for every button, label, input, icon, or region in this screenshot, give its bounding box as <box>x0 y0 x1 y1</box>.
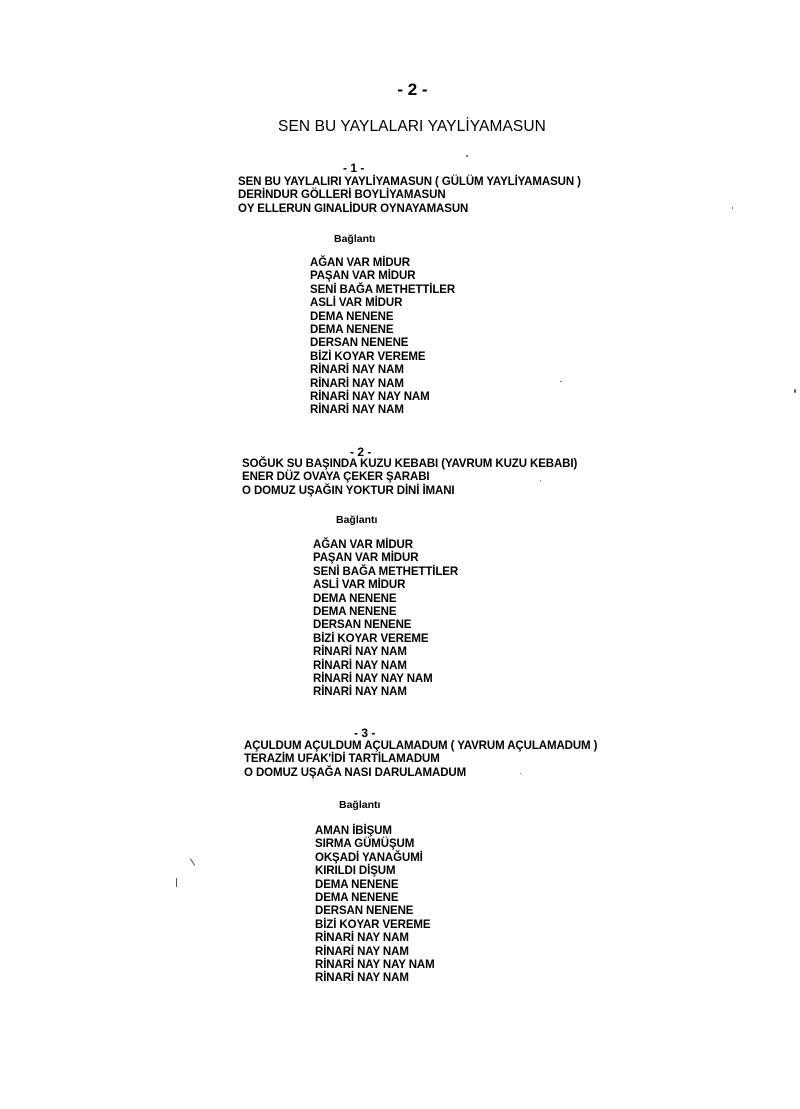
scan-speck <box>794 389 796 393</box>
chorus-line: RİNARİ NAY NAM <box>310 377 404 390</box>
chorus-line: BİZİ KOYAR VEREME <box>315 918 431 931</box>
scan-speck <box>520 773 521 774</box>
chorus-line: RİNARİ NAY NAY NAM <box>315 959 435 972</box>
chorus-line: AĞAN VAR MİDUR <box>310 257 410 269</box>
stanza-line: AÇULDUM AÇULDUM AÇULAMADUM ( YAVRUM AÇULAMADUM ) <box>244 740 598 752</box>
stanza-line: O DOMUZ UŞAĞA NASI DARULAMADUM <box>244 766 467 779</box>
chorus-line: PAŞAN VAR MİDUR <box>310 270 416 283</box>
chorus-line: KIRILDI DİŞUM <box>315 865 396 878</box>
chorus-line: RİNARİ NAY NAM <box>315 972 409 985</box>
chorus-line: DEMA NENENE <box>310 310 394 323</box>
chorus-line: PAŞAN VAR MİDUR <box>313 552 419 565</box>
stanza-line: ENER DÜZ OVAYA ÇEKER ŞARABI <box>242 471 430 484</box>
scan-speck <box>190 858 195 865</box>
stanza-number-3: - 3 - <box>354 726 376 740</box>
stanza-number-1: - 1 - <box>343 161 365 175</box>
stanza-number-2: - 2 - <box>350 445 372 459</box>
scan-speck <box>560 381 562 382</box>
stanza-line: TERAZİM UFAK'İDİ TARTİLAMADUM <box>244 753 440 766</box>
chorus-3 <box>315 825 435 986</box>
chorus-line: SENİ BAĞA METHETTİLER <box>310 283 456 296</box>
chorus-line: DERSAN NENENE <box>313 619 412 632</box>
stanza-line: SOĞUK SU BAŞINDA KUZU KEBABI (YAVRUM KUZU KEBABI) <box>242 458 578 470</box>
chorus-line: ASLİ VAR MİDUR <box>310 297 403 310</box>
chorus-line: DERSAN NENENE <box>315 905 414 918</box>
chorus-label-3: Bağlantı <box>339 799 381 811</box>
chorus-1 <box>310 257 455 418</box>
chorus-line: DEMA NENENE <box>315 878 399 891</box>
stanza-line: SEN BU YAYLALIRI YAYLİYAMASUN ( GÜLÜM YAYLİYAMASUN ) <box>238 176 581 188</box>
chorus-line: RİNARİ NAY NAM <box>310 404 404 417</box>
scan-speck <box>466 155 468 157</box>
chorus-line: DEMA NENENE <box>313 606 397 619</box>
chorus-line: RİNARİ NAY NAM <box>313 646 407 659</box>
chorus-2 <box>313 539 458 700</box>
chorus-line: RİNARİ NAY NAM <box>315 945 409 958</box>
scan-speck <box>732 207 733 209</box>
page-number: - 2 - <box>397 80 428 99</box>
chorus-line: BİZİ KOYAR VEREME <box>313 632 429 645</box>
chorus-line: AĞAN VAR MİDUR <box>313 539 413 551</box>
scan-speck <box>540 480 541 481</box>
chorus-label-2: Bağlantı <box>336 514 378 526</box>
chorus-line: AMAN İBİŞUM <box>315 825 392 837</box>
stanza-line: DERİNDUR GÖLLERİ BOYLİYAMASUN <box>238 189 446 202</box>
chorus-line: DEMA NENENE <box>313 592 397 605</box>
chorus-line: RİNARİ NAY NAY NAM <box>310 391 430 404</box>
chorus-line: RİNARİ NAY NAM <box>313 659 407 672</box>
scan-speck <box>176 878 177 887</box>
chorus-line: RİNARİ NAY NAM <box>315 932 409 945</box>
chorus-line: SIRMA GÜMÜŞUM <box>315 838 415 851</box>
chorus-line: BİZİ KOYAR VEREME <box>310 350 426 363</box>
stanza-2 <box>242 458 577 498</box>
chorus-line: RİNARİ NAY NAY NAM <box>313 673 433 686</box>
chorus-line: DEMA NENENE <box>310 324 394 337</box>
chorus-line: OKŞADİ YANAĞUMİ <box>315 851 423 864</box>
chorus-line: SENİ BAĞA METHETTİLER <box>313 565 459 578</box>
stanza-line: OY ELLERUN GINALİDUR OYNAYAMASUN <box>238 202 469 215</box>
stanza-line: O DOMUZ UŞAĞIN YOKTUR DİNİ İMANI <box>242 484 455 497</box>
song-title: SEN BU YAYLALARI YAYLİYAMASUN <box>278 118 546 135</box>
chorus-line: DERSAN NENENE <box>310 337 409 350</box>
chorus-line: DEMA NENENE <box>315 892 399 905</box>
chorus-line: ASLİ VAR MİDUR <box>313 579 406 592</box>
stanza-1 <box>238 176 581 216</box>
stanza-3 <box>244 740 597 780</box>
chorus-line: RİNARİ NAY NAM <box>313 686 407 699</box>
chorus-line: RİNARİ NAY NAM <box>310 364 404 377</box>
chorus-label-1: Bağlantı <box>334 233 376 245</box>
